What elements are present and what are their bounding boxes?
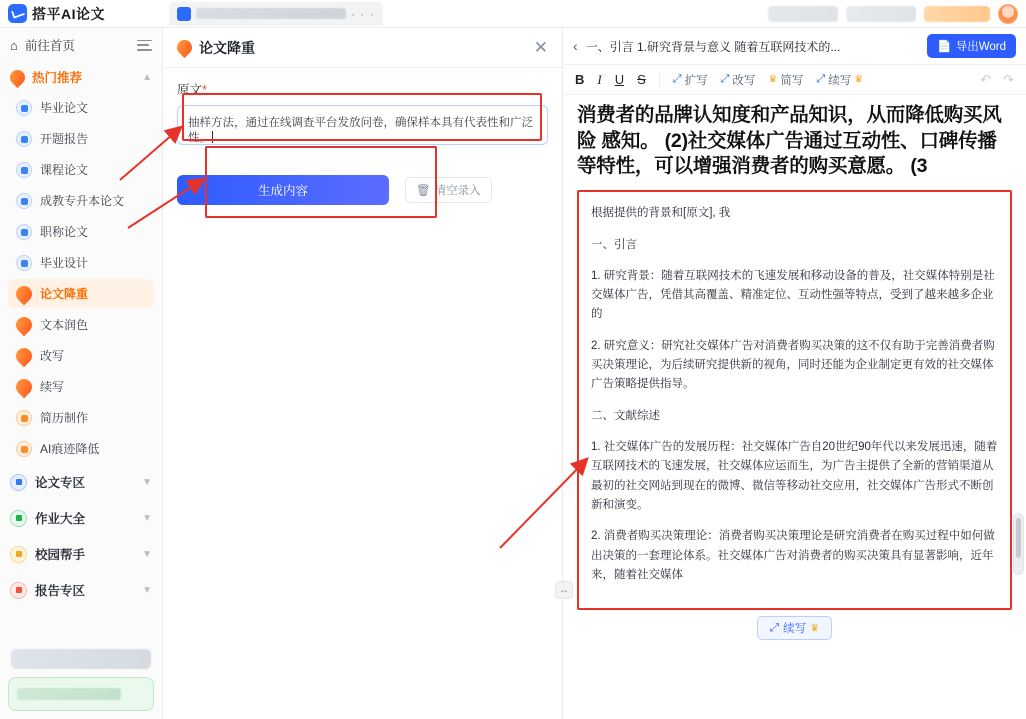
redo-icon[interactable]: ↷ <box>1003 71 1014 87</box>
generated-answer-card <box>577 190 1012 610</box>
answer-paragraph: 1. 研究背景：随着互联网技术的飞速发展和移动设备的普及，社交媒体特别是社交媒体广告，凭借其高覆盖、精准定位、互动性强等特点，受到了越来越多企业的 <box>591 269 995 321</box>
sidebar-item-graduation-design[interactable] <box>8 248 154 277</box>
close-icon[interactable]: ✕ <box>533 38 548 57</box>
tool-panel <box>163 28 563 719</box>
document-panel <box>563 28 1026 719</box>
tab-overflow-dots: · · · <box>351 6 375 21</box>
topbar-redacted-item-2[interactable] <box>846 6 916 22</box>
blue-dot-icon <box>16 224 32 240</box>
rewrite-icon: ⤢ <box>720 73 730 85</box>
app-logo-icon <box>8 4 27 23</box>
sidebar-item-proposal-report[interactable] <box>8 124 154 153</box>
orange-dot-icon <box>16 441 32 457</box>
document-title: 一、引言 1.研究背景与意义 随着互联网技术的... <box>585 39 841 54</box>
sidebar-item-label: 开题报告 <box>40 132 89 146</box>
word-icon: 📄 <box>937 41 952 53</box>
source-text-label-text: 原文 <box>177 83 203 97</box>
sidebar <box>0 28 163 719</box>
hamburger-icon[interactable] <box>137 40 152 51</box>
sidebar-item-label: 论文降重 <box>40 287 89 301</box>
sidebar-item-ai-trace-reduce[interactable] <box>8 434 154 463</box>
document-scroll-area[interactable] <box>563 95 1026 719</box>
red-group-icon <box>10 582 27 599</box>
bold-button[interactable]: B <box>575 72 585 87</box>
chevron-down-icon: ▼ <box>142 548 152 560</box>
chevron-up-icon: ▲ <box>142 71 152 83</box>
topbar-redacted-item-1[interactable] <box>768 6 838 22</box>
main-body <box>0 28 1026 719</box>
answer-paragraph: 2. 消费者购买决策理论：消费者购买决策理论是研究消费者在购买过程中如何做出决策的一套理论体系。社交媒体广告对消费者的购买决策具有显著影响，近年来，随着社交媒体 <box>591 530 995 581</box>
panel-resize-handle[interactable]: ↔ <box>555 581 573 599</box>
simplify-button[interactable] <box>768 72 803 88</box>
chevron-left-icon[interactable]: ‹ <box>573 38 578 54</box>
sidebar-item-rewrite[interactable] <box>8 341 154 370</box>
avatar[interactable] <box>998 4 1018 24</box>
tool-panel-title: 论文降重 <box>199 39 255 56</box>
editor-toolbar <box>563 65 1026 95</box>
sidebar-group-paper-zone[interactable] <box>0 464 162 500</box>
blue-group-icon <box>10 474 27 491</box>
generate-button[interactable]: 生成内容 <box>177 175 389 205</box>
sidebar-bottom <box>0 643 162 719</box>
export-word-label: 导出Word <box>955 41 1006 53</box>
sidebar-group-label: 报告专区 <box>35 584 86 598</box>
blue-dot-icon <box>16 162 32 178</box>
sidebar-item-label: 续写 <box>40 380 65 394</box>
answer-paragraph: 根据提供的背景和[原文], 我 <box>591 207 731 220</box>
sidebar-item-title-paper[interactable] <box>8 217 154 246</box>
orange-dot-icon <box>16 410 32 426</box>
sidebar-item-label: 职称论文 <box>40 225 89 239</box>
tool-panel-body <box>163 68 562 217</box>
green-group-icon <box>10 510 27 527</box>
source-text-label <box>177 80 548 98</box>
text-caret <box>212 131 213 143</box>
rewrite-label: 改写 <box>732 74 756 87</box>
continue-button[interactable] <box>816 72 863 88</box>
trash-icon: 🗑 <box>416 185 431 197</box>
flame-icon <box>13 344 36 367</box>
clear-button[interactable] <box>405 177 492 203</box>
strikethrough-button[interactable]: S <box>637 72 646 87</box>
sidebar-group-label: 作业大全 <box>35 512 86 526</box>
bottom-action-bar <box>577 610 1012 648</box>
tool-panel-header <box>163 28 562 68</box>
continue-icon: ⤢ <box>769 621 780 634</box>
tab-favicon-icon <box>177 7 191 21</box>
sidebar-item-label: AI痕迹降低 <box>40 442 100 456</box>
chevron-down-icon: ▼ <box>142 512 152 524</box>
sidebar-section-label: 热门推荐 <box>32 71 83 85</box>
brand-name: 搭平AI论文 <box>32 5 105 22</box>
flame-icon <box>7 66 28 87</box>
sidebar-group-report-zone[interactable] <box>0 572 162 608</box>
crown-icon: ♛ <box>810 622 820 634</box>
browser-tabstrip <box>163 0 768 28</box>
export-word-button[interactable] <box>927 34 1016 58</box>
sidebar-item-label: 改写 <box>40 349 65 363</box>
sidebar-item-label: 成教专升本论文 <box>40 194 125 208</box>
sidebar-group-campus-helper[interactable] <box>0 536 162 572</box>
expand-label: 扩写 <box>684 74 708 87</box>
blue-dot-icon <box>16 100 32 116</box>
chevron-down-icon: ▼ <box>142 476 152 488</box>
answer-paragraph: 二、文献综述 <box>591 409 660 422</box>
sidebar-item-course-paper[interactable] <box>8 155 154 184</box>
sidebar-item-label: 毕业论文 <box>40 101 89 115</box>
sidebar-contact-redacted <box>17 688 121 700</box>
source-text-value: 抽样方法，通过在线调查平台发放问卷，确保样本具有代表性和广泛性。 <box>188 117 533 144</box>
continue-icon: ⤢ <box>816 73 826 85</box>
browser-tab[interactable] <box>169 2 383 26</box>
home-icon: ⌂ <box>10 37 18 53</box>
sidebar-item-adult-upgrade-paper[interactable] <box>8 186 154 215</box>
expand-icon: ⤢ <box>672 73 682 85</box>
flame-icon <box>13 282 36 305</box>
expand-button[interactable] <box>673 72 708 88</box>
crown-icon: ♛ <box>768 74 778 85</box>
required-mark: * <box>202 83 207 97</box>
sidebar-group-label: 论文专区 <box>35 476 86 490</box>
blue-dot-icon <box>16 255 32 271</box>
italic-button[interactable]: I <box>597 71 602 87</box>
underline-button[interactable]: U <box>614 72 625 87</box>
blue-dot-icon <box>16 193 32 209</box>
sidebar-section-hot[interactable] <box>0 62 162 92</box>
history-controls <box>980 72 1014 88</box>
topbar-redacted-item-3[interactable] <box>924 6 990 22</box>
chevron-down-icon: ▼ <box>142 584 152 596</box>
continue-writing-button[interactable] <box>757 616 832 640</box>
sidebar-item-label: 文本润色 <box>40 318 89 332</box>
sidebar-item-label: 简历制作 <box>40 411 89 425</box>
sidebar-item-text-polish[interactable] <box>8 310 154 339</box>
flame-icon <box>13 375 36 398</box>
crown-icon: ♛ <box>854 74 864 85</box>
tab-title-redacted <box>196 8 346 19</box>
flame-icon <box>13 313 36 336</box>
clear-button-label: 清空录入 <box>434 185 481 197</box>
sidebar-item-resume-builder[interactable] <box>8 403 154 432</box>
yellow-group-icon <box>10 546 27 563</box>
sidebar-home-label: 前往首页 <box>24 39 75 53</box>
tool-actions <box>177 175 548 205</box>
simplify-label: 简写 <box>780 74 804 87</box>
document-header <box>563 28 1026 65</box>
sidebar-promo-redacted[interactable] <box>11 649 151 669</box>
browser-topbar <box>0 0 1026 28</box>
brand-logo-area[interactable] <box>0 0 163 28</box>
answer-paragraph: 1. 社交媒体广告的发展历程：社交媒体广告自20世纪90年代以来发展迅速，随着互联网技术的飞速发展，社交媒体应运而生，为广告主提供了全新的营销渠道从最初的社交网站到现在的微博、微信等移动社交应用，社交媒体广告形式不断创新和演变。 <box>591 441 998 511</box>
answer-paragraph: 2. 研究意义：研究社交媒体广告对消费者购买决策的这不仅有助于完善消费者购买决策理论，为后续研究提供新的视角，同时还能为企业制定更有效的社交媒体广告策略提供指导。 <box>591 339 995 391</box>
continue-label: 续写 <box>828 74 852 87</box>
sidebar-item-label: 课程论文 <box>40 163 89 177</box>
sidebar-group-label: 校园帮手 <box>35 548 86 562</box>
sidebar-item-continue-writing[interactable] <box>8 372 154 401</box>
sidebar-item-graduation-thesis[interactable] <box>8 93 154 122</box>
sidebar-item-label: 毕业设计 <box>40 256 89 270</box>
continue-writing-label: 续写 <box>783 623 807 636</box>
flame-icon <box>174 37 195 58</box>
toolbar-divider <box>659 73 660 87</box>
blue-dot-icon <box>16 131 32 147</box>
sidebar-item-home[interactable] <box>0 28 162 62</box>
topbar-right-group <box>768 4 1026 24</box>
sidebar-item-paper-deduplication[interactable] <box>8 279 154 308</box>
answer-paragraph: 一、引言 <box>591 238 637 251</box>
document-heading: 消费者的品牌认知度和产品知识，从而降低购买风险 感知。 (2)社交媒体广告通过互动性、口碑传播等特性，可以增强消费者的购买意愿。 (3 <box>577 104 1002 178</box>
rewrite-button[interactable] <box>721 72 756 88</box>
undo-icon[interactable]: ↶ <box>980 71 992 87</box>
source-text-input[interactable] <box>177 105 548 145</box>
sidebar-group-homework[interactable] <box>0 500 162 536</box>
vertical-scrollbar[interactable] <box>1013 513 1024 575</box>
sidebar-contact-card[interactable] <box>8 677 154 711</box>
